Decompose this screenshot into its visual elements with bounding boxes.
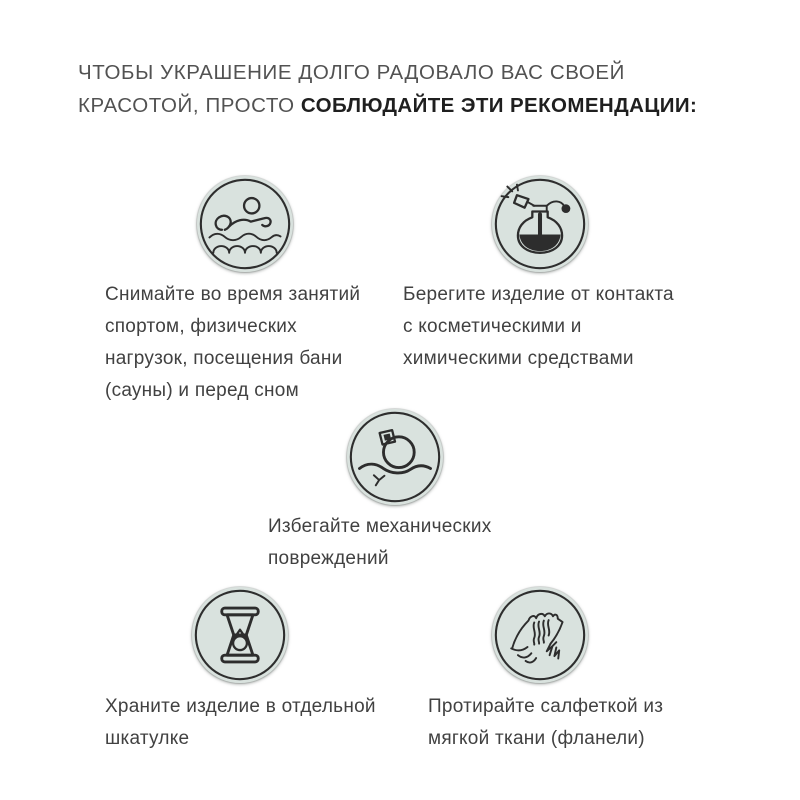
perfume-atomizer-icon [492, 176, 588, 272]
caption-line: Берегите изделие от контакта [403, 284, 674, 305]
badge-sport-sauna [197, 176, 293, 272]
caption-line: Снимайте во время занятий [105, 284, 361, 305]
page-title [78, 56, 758, 122]
badge-storage-box [192, 587, 288, 683]
page-title-line1: ЧТОБЫ УКРАШЕНИЕ ДОЛГО РАДОВАЛО ВАС СВОЕЙ [78, 61, 626, 84]
caption-mechanical-damage [268, 511, 491, 575]
scratched-ring-icon [347, 409, 443, 505]
page-title-line2-regular: КРАСОТОЙ, ПРОСТО [78, 94, 301, 117]
badge-mechanical-damage [347, 409, 443, 505]
caption-cosmetics [403, 279, 674, 375]
caption-line: с косметическими и [403, 316, 582, 337]
page-title-line2 [78, 89, 758, 122]
badge-wipe-cloth [492, 587, 588, 683]
caption-line: Избегайте механических [268, 516, 492, 537]
caption-line: спортом, физических [105, 316, 297, 337]
caption-line: нагрузок, посещения бани [105, 348, 343, 369]
badge-cosmetics [492, 176, 588, 272]
caption-storage-box [105, 691, 376, 755]
caption-line: химическими средствами [403, 348, 634, 369]
caption-line: шкатулке [105, 728, 190, 749]
caption-line: Храните изделие в отдельной [105, 696, 376, 717]
caption-line: повреждений [268, 548, 389, 569]
polishing-hand-icon [492, 587, 588, 683]
swimmer-icon [197, 176, 293, 272]
caption-wipe-cloth [428, 691, 663, 755]
ring-box-icon [192, 587, 288, 683]
caption-line: Протирайте салфеткой из [428, 696, 664, 717]
caption-sport-sauna [105, 279, 360, 407]
caption-line: (сауны) и перед сном [105, 380, 299, 401]
page-title-line2-bold: СОБЛЮДАЙТЕ ЭТИ РЕКОМЕНДАЦИИ: [300, 94, 698, 117]
caption-line: мягкой ткани (фланели) [428, 728, 645, 749]
